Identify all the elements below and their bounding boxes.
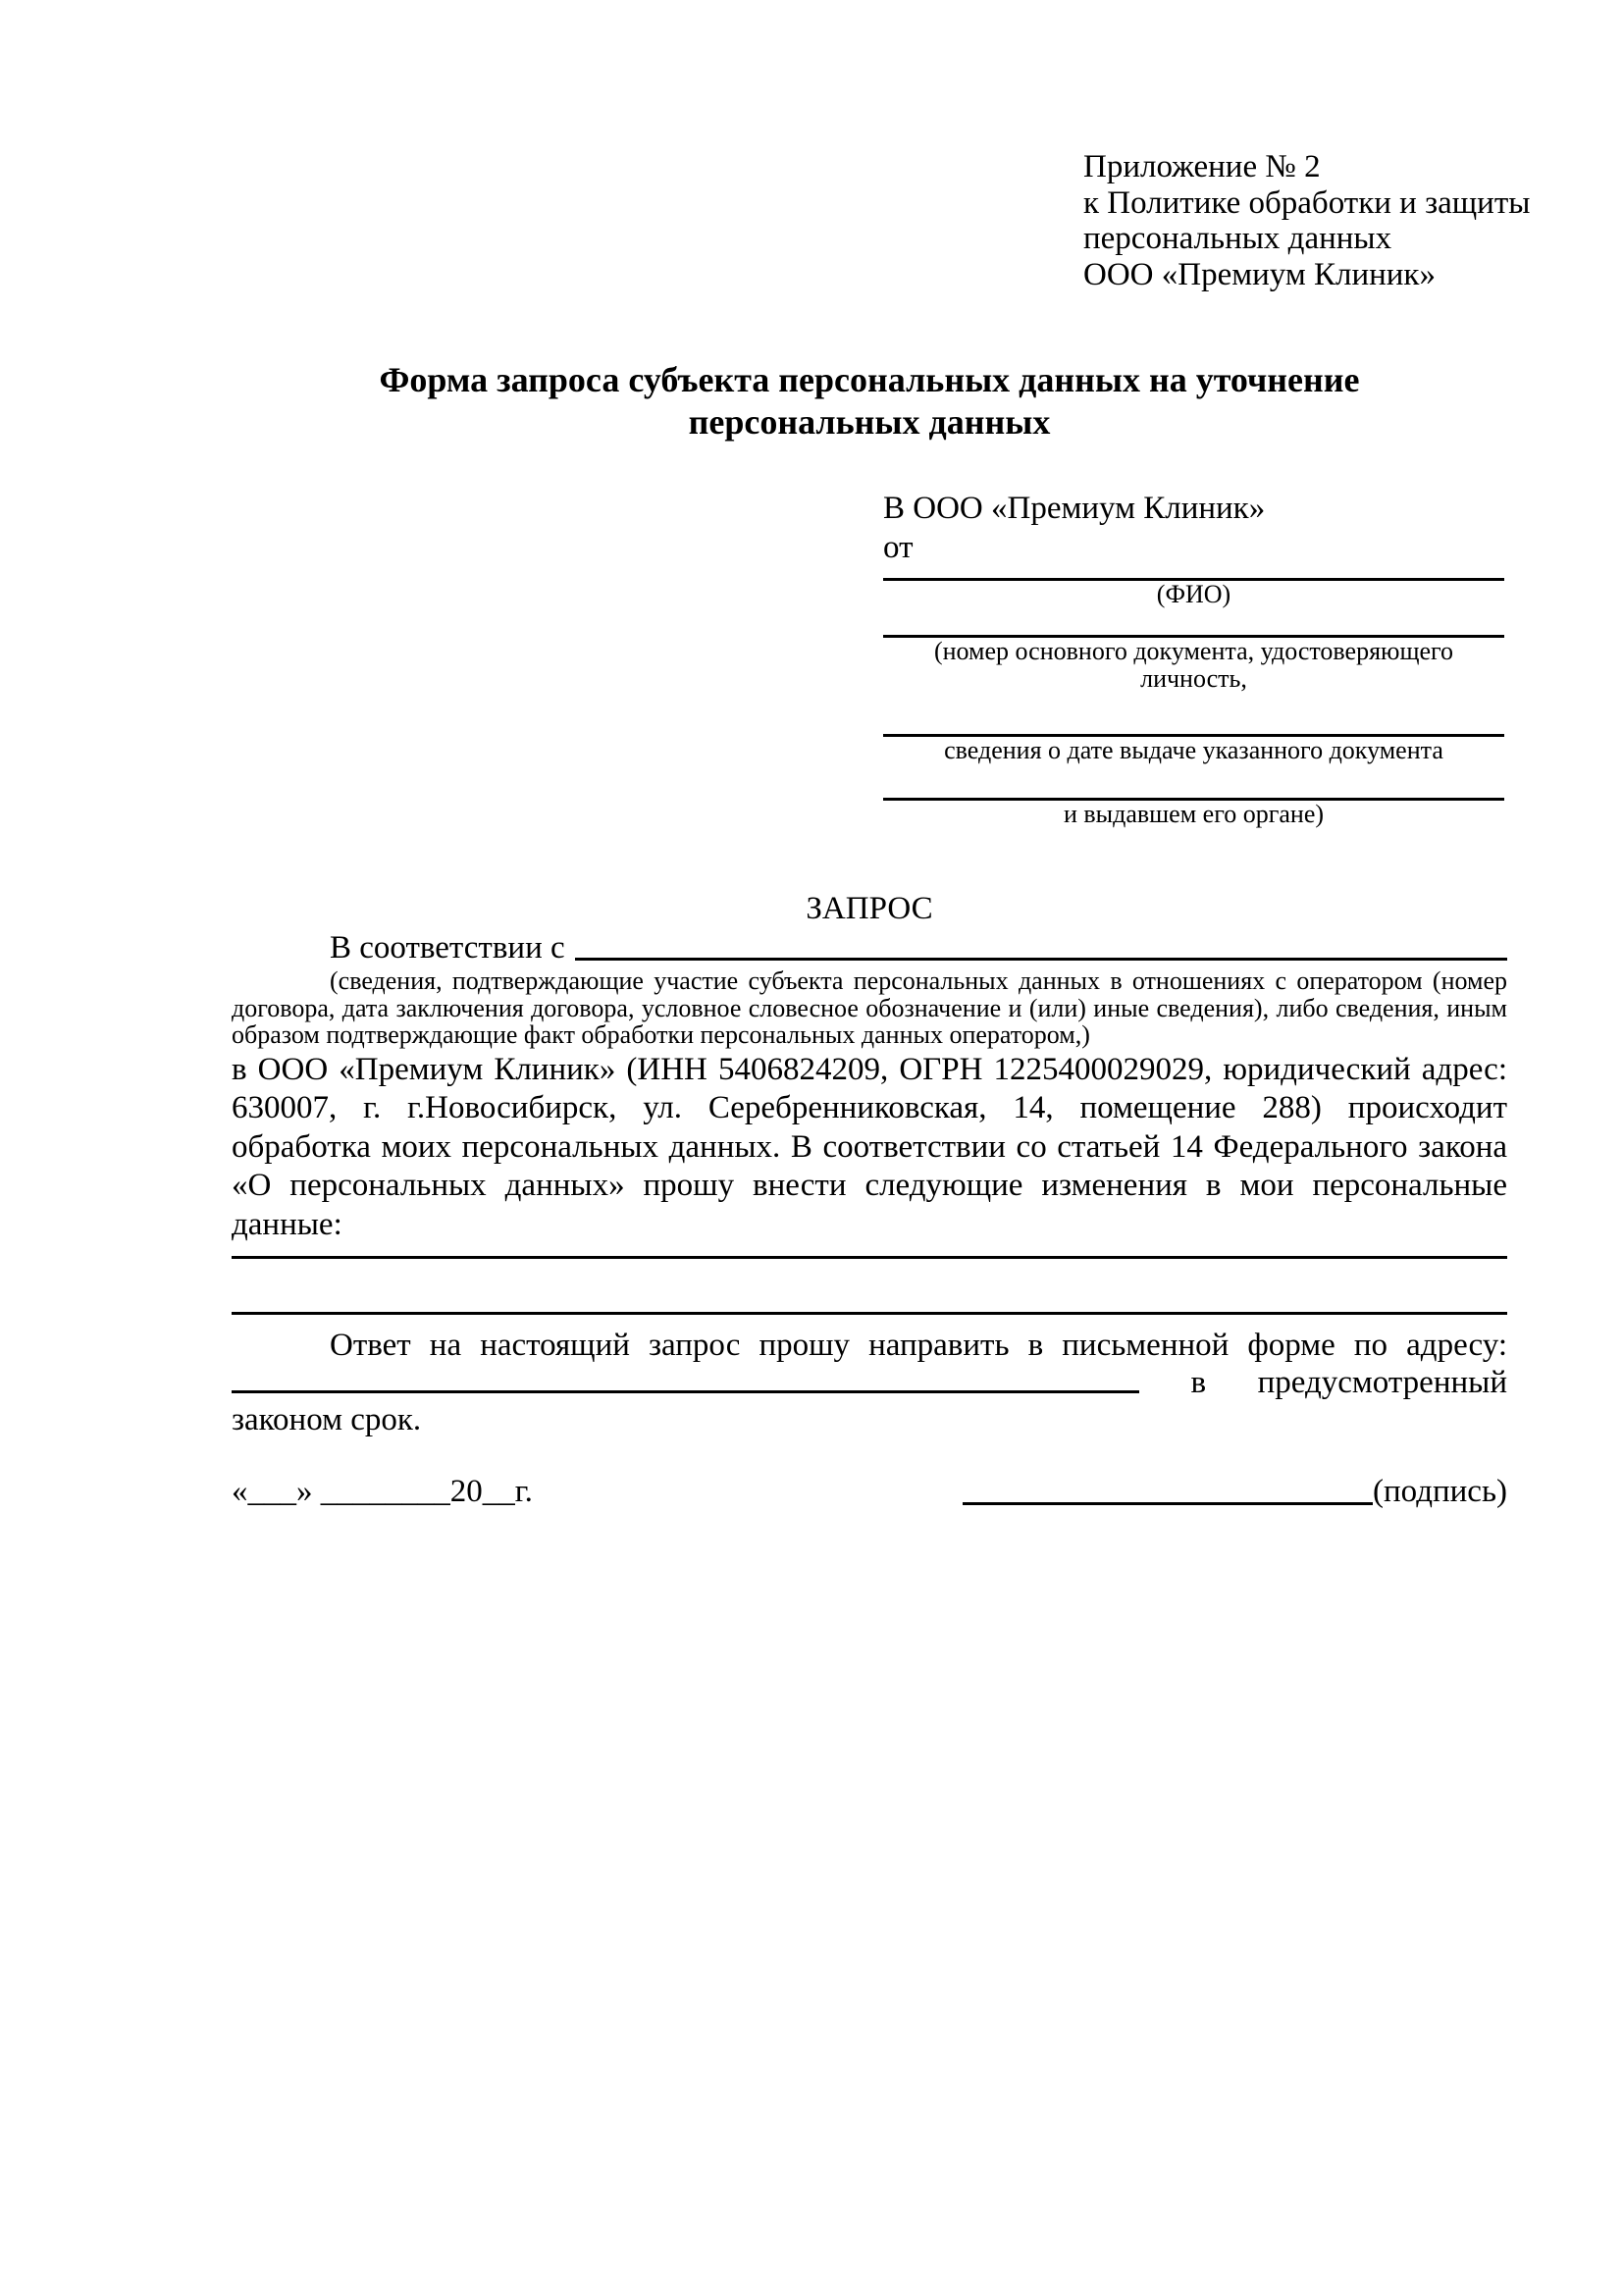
date-signature-row	[232, 1470, 1507, 1513]
form-title	[232, 359, 1507, 444]
appendix-block	[1083, 149, 1623, 292]
date-field: «___» ________20__г.	[232, 1474, 533, 1509]
reply-address-row	[232, 1364, 1507, 1401]
id-doc-caption-1: (номер основного документа, удостоверяющего личность,	[933, 637, 1454, 693]
addressee-from-label: от	[883, 530, 914, 565]
appendix-line: к Политике обработки и защиты	[1083, 184, 1531, 221]
reply-tail-line2: законом срок.	[232, 1402, 422, 1437]
reply-address-sentence: Ответ на настоящий запрос прошу направить в письменной форме по адресу:	[330, 1328, 1507, 1363]
appendix-line: Приложение № 2	[1083, 149, 1321, 184]
legal-basis-prefix: В соответствии с	[330, 930, 565, 965]
signature-field-line	[963, 1502, 1373, 1505]
id-doc-field-line-3	[883, 764, 1504, 801]
fio-caption: (ФИО)	[1156, 580, 1231, 608]
addressee-block	[883, 489, 1504, 828]
form-title-line1: Форма запроса субъекта персональных данных на уточнение	[379, 360, 1360, 399]
reply-tail-word2: предусмотренный	[1257, 1365, 1507, 1400]
appendix-line: персональных данных	[1083, 221, 1392, 256]
id-doc-field-line-2	[883, 693, 1504, 737]
legal-basis-row	[232, 928, 1507, 967]
reply-tail-word1: в	[1190, 1365, 1207, 1400]
reply-address-field-line	[232, 1390, 1139, 1393]
addressee-to: В ООО «Премиум Клиник»	[883, 491, 1266, 526]
id-doc-caption-2: сведения о дате выдаче указанного документа	[944, 736, 1443, 764]
signature-caption: (подпись)	[1373, 1474, 1507, 1509]
request-heading: ЗАПРОС	[806, 891, 933, 926]
changes-field-line-1	[232, 1256, 1507, 1259]
fio-field-line	[883, 567, 1504, 581]
legal-basis-field-line	[575, 958, 1507, 961]
id-doc-field-line-1	[883, 608, 1504, 638]
form-title-line2: персональных данных	[688, 402, 1051, 442]
legal-basis-note: (сведения, подтверждающие участие субъекта персональных данных в отношениях с оператором (номер договора, дата заключения договора, условное словесное обозначение и (или) иные сведения), либо сведения, иным образом подтверждающие факт обработки персональных данных оператором,)	[232, 966, 1507, 1049]
changes-field-line-2	[232, 1312, 1507, 1315]
request-body: в ООО «Премиум Клиник» (ИНН 5406824209, ОГРН 1225400029029, юридический адрес: 630007, г. г.Новосибирск, ул. Серебренниковская, 14, помещение 288) происходит обработка моих персональных данных. В соответствии со статьей 14 Федерального закона «О персональных данных» прошу внести следующие изменения в мои персональные данные:	[232, 1051, 1507, 1242]
appendix-line: ООО «Премиум Клиник»	[1083, 256, 1436, 292]
id-doc-caption-3: и выдавшем его органе)	[1063, 800, 1325, 828]
signature-group	[963, 1470, 1507, 1513]
